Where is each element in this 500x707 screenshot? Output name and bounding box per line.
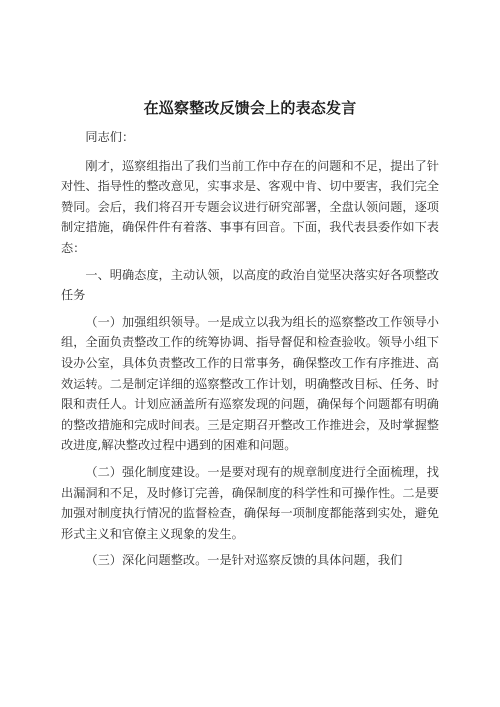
section-heading-1: 一、明确态度，主动认领，以高度的政治自觉坚决落实好各项整改任务 [61, 267, 439, 303]
paragraph-organization: （一）加强组织领导。一是成立以我为组长的巡察整改工作领导小组，全面负责整改工作的统筹协调、指导督促和检查验收。领导小组下设办公室，具体负责整改工作的日常事务，确保整改工作有序推进、高效运转。二是制定详细的巡察整改工作计划，明确整改目标、任务、时限和责任人。计划应涵盖所有巡察发现的问题，确保每个问题都有明确的整改措施和完成时间表。三是定期召开整改工作推进会，及时掌握整改进度,解决整改过程中遇到的困难和问题。 [61, 314, 439, 453]
paragraph-institution: （二）强化制度建设。一是要对现有的规章制度进行全面梳理，找出漏洞和不足，及时修订完善，确保制度的科学性和可操作性。二是要加强对制度执行情况的监督检查，确保每一项制度都能落到实处，避免形式主义和官僚主义现象的发生。 [61, 464, 439, 541]
document-body [61, 127, 439, 577]
paragraph-opening: 刚才，巡察组指出了我们当前工作中存在的问题和不足，提出了针对性、指导性的整改意见，实事求是、客观中肯、切中要害，我们完全赞同。会后，我们将召开专题会议进行研究部署，全盘认领问题，逐项制定措施，确保件件有着落、事事有回音。下面，我代表县委作如下表态： [61, 158, 439, 255]
document-title: 在巡察整改反馈会上的表态发言 [143, 99, 357, 117]
greeting: 同志们： [85, 130, 135, 144]
paragraph-rectification: （三）深化问题整改。一是针对巡察反馈的具体问题，我们 [85, 553, 403, 568]
